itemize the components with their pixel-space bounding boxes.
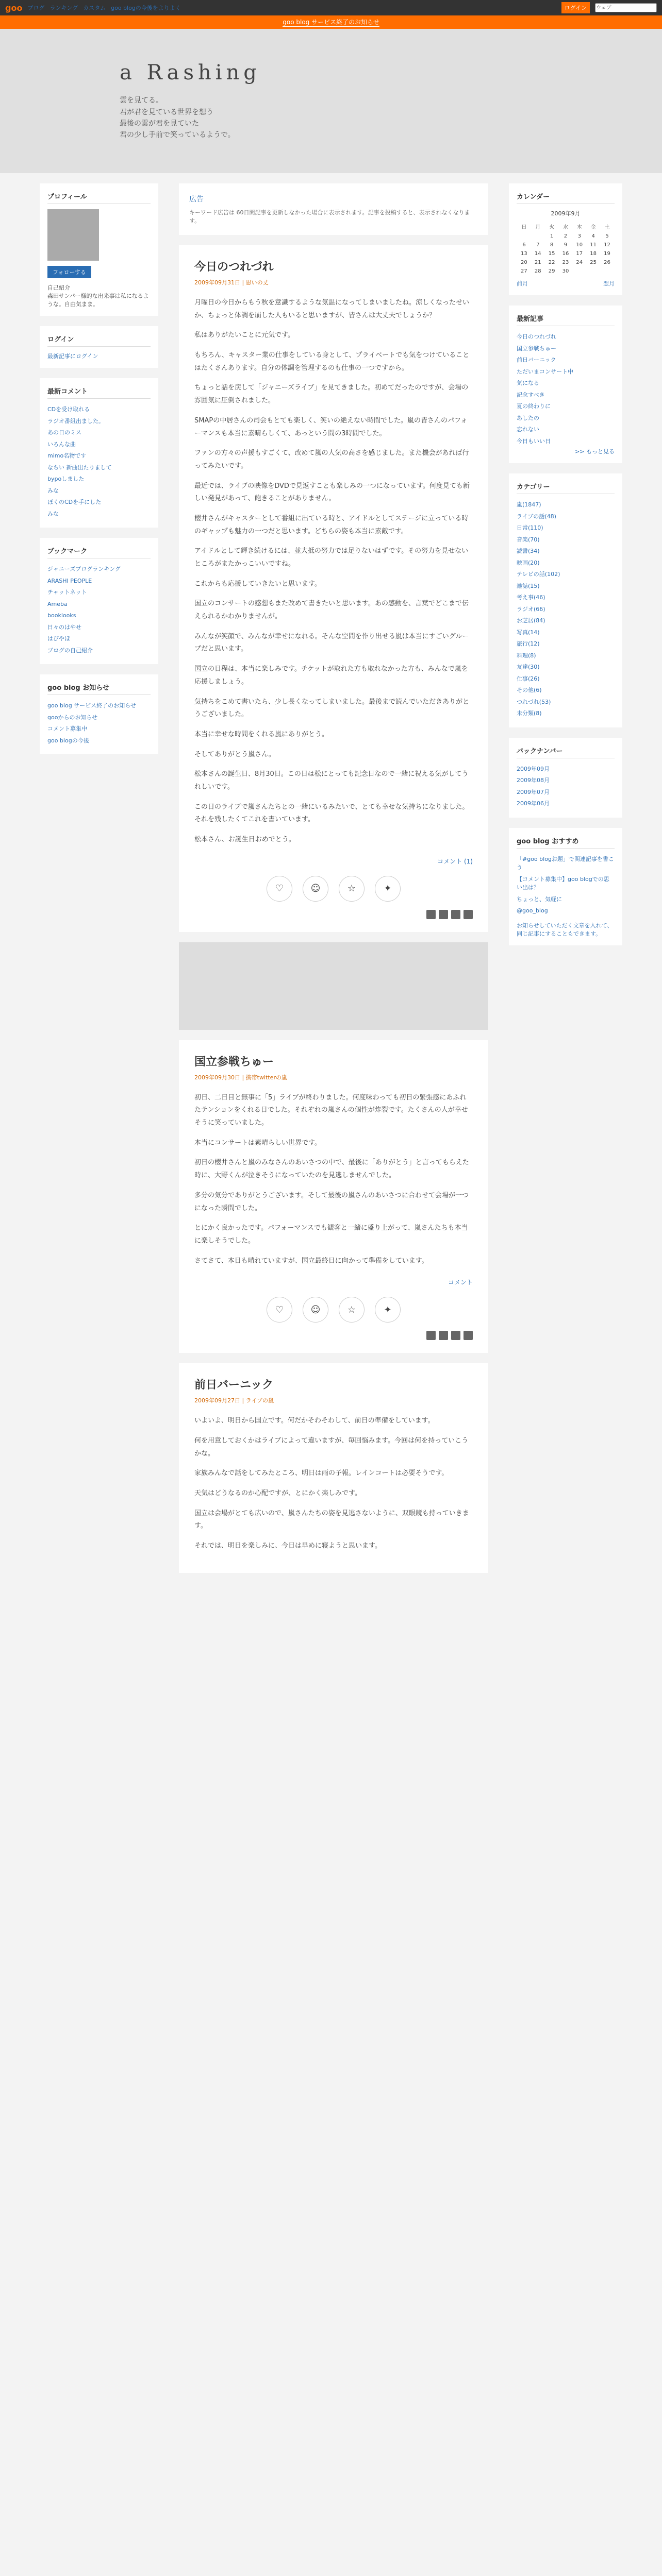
reaction-star-button[interactable]: ☆ (339, 1297, 365, 1323)
calendar-day[interactable] (518, 232, 531, 240)
recent-articles-heading: 最新記事 (517, 313, 615, 326)
recommend-box (509, 828, 622, 945)
post-paragraph: アイドルとして輝き続けるには、並大抵の努力では足りないはずです。その努力を見せないところがまたかっこいいですね。 (194, 547, 469, 568)
list-item (517, 685, 615, 697)
category-link[interactable]: 料理(8) (517, 652, 536, 659)
list-item (517, 874, 615, 894)
post-title[interactable]: 今日のつれづれ (194, 261, 274, 274)
backnumber-link[interactable]: 2009年08月 (517, 777, 550, 784)
list-item (47, 712, 151, 724)
category-link[interactable]: 友達(30) (517, 664, 540, 670)
calendar-day[interactable]: 15 (548, 251, 555, 257)
post-paragraph: 国立は会場がとても広いので、嵐さんたちの姿を見逃さないように、双眼鏡も持っていきます。 (194, 1509, 469, 1530)
list-item (517, 787, 615, 799)
calendar-month: 2009年9月 (551, 210, 581, 217)
topbar-link-future[interactable]: goo blogの今後をよりよく (111, 5, 181, 11)
list-item (517, 424, 615, 436)
post-paragraph: そしてありがとう嵐さん。 (194, 750, 275, 758)
weekday: 火 (549, 225, 555, 230)
post-paragraph: とにかく良かったです。パフォーマンスでも観客と一緒に盛り上がって、嵐さんたちも本当に楽しそうでした。 (194, 1224, 468, 1245)
list-item (517, 592, 615, 604)
comment-link[interactable]: あの日のミス (47, 429, 81, 436)
follow-button[interactable]: フォローする (47, 266, 91, 278)
article-link[interactable]: 今日のつれづれ (517, 333, 556, 340)
post-paragraph: 気持ちをこめて書いたら、少し長くなってしまいました。最後まで読んでいただきありがとうございました。 (194, 698, 470, 719)
list-item (47, 633, 151, 645)
list-item (517, 638, 615, 650)
category-link[interactable]: 映画(20) (517, 559, 540, 566)
bookmark-link[interactable]: ジャニーズブログランキング (47, 566, 121, 572)
calendar-day[interactable]: 11 (590, 242, 597, 248)
blog-header (0, 29, 662, 173)
calendar-table (517, 221, 615, 276)
list-item (47, 473, 151, 485)
list-item (517, 331, 615, 343)
list-item (517, 546, 615, 557)
bookmark-link[interactable]: booklooks (47, 612, 76, 619)
post-paragraph: ちょっと話を戻して「ジャニーズライブ」を見てきました。初めてだったのですが、会場の雰囲気に圧倒されました。 (194, 384, 469, 405)
reactions (194, 1297, 473, 1323)
backnumber-link[interactable]: 2009年07月 (517, 788, 550, 795)
list-item (517, 673, 615, 685)
topbar-link-blog[interactable]: ブログ (27, 5, 45, 11)
service-notice-text[interactable]: goo blog サービス終了のお知らせ (283, 19, 379, 26)
reaction-like-button[interactable]: ♡ (267, 876, 292, 902)
calendar-day[interactable]: 28 (534, 268, 541, 274)
post-meta[interactable]: 2009年09月30日 | 携帯twitterの嵐 (194, 1074, 287, 1081)
blog-description (120, 95, 594, 141)
post-paragraph: 松本さん、お誕生日おめでとう。 (194, 836, 295, 843)
desc-line: 君の少し手前で笑っているようで。 (120, 131, 235, 140)
goo-notice-box (40, 674, 158, 754)
list-item (517, 511, 615, 523)
list-item (47, 723, 151, 735)
service-notice-bar[interactable] (0, 15, 662, 29)
calendar-day[interactable]: 16 (562, 251, 569, 257)
profile-heading: プロフィール (47, 191, 151, 204)
ad-heading[interactable]: 広告 (189, 195, 204, 204)
post-paragraph: 何を用意しておくかはライブによって違いますが、毎回悩みます。今回は何を持っていこうかな。 (194, 1436, 469, 1458)
list-item (517, 798, 615, 810)
bookmark-link[interactable]: 日々のはやせ (47, 623, 81, 631)
calendar-day[interactable]: 14 (534, 251, 541, 257)
list-item (47, 735, 151, 747)
list-item (47, 622, 151, 634)
post-paragraph: 月曜日の今日からもう秋を意識するような気温になってしまいましたね。涼しくなったせいか、ちょっと体調を崩した人もいると思いますが、皆さんは大丈夫でしょうか？ (194, 299, 470, 319)
goo-notice-link[interactable]: コメント募集中 (47, 725, 87, 732)
recommend-link[interactable]: @goo_blog (517, 907, 548, 914)
category-heading: カテゴリー (517, 481, 615, 494)
post-paragraph: 天気はどうなるのか心配ですが、とにかく楽しみです。 (194, 1489, 361, 1497)
goo-notice-heading: goo blog お知らせ (47, 682, 151, 695)
topbar-link-ranking[interactable]: ランキング (49, 5, 78, 11)
calendar-prev-link[interactable]: 前月 (517, 280, 528, 287)
list-item (517, 401, 615, 413)
post-body (194, 1092, 473, 1268)
main-content (179, 183, 488, 1583)
comment-link[interactable]: コメント (448, 1279, 473, 1286)
share-x-icon[interactable] (426, 1331, 436, 1340)
bookmark-link[interactable]: ARASHI PEOPLE (47, 577, 92, 584)
list-item (47, 416, 151, 428)
calendar-day[interactable] (601, 267, 614, 275)
blog-title[interactable]: a Rashing (120, 61, 261, 85)
login-heading: ログイン (47, 334, 151, 347)
post-paragraph: 私はありがたいことに元気です。 (194, 331, 294, 340)
calendar-day[interactable]: 18 (590, 251, 597, 257)
post-paragraph: さてさて、本日も晴れていますが、国立最終日に向かって準備をしています。 (194, 1257, 428, 1265)
category-link[interactable]: 日常(110) (517, 524, 543, 531)
post-paragraph: 多分の気分でありがとうございます。そして最後の嵐さんのあいさつに合わせて会場が一つになった瞬間でした。 (194, 1191, 469, 1212)
bookmark-link[interactable]: はぴやほ (47, 635, 70, 642)
share-buttons (194, 910, 473, 919)
calendar-day[interactable]: 30 (562, 268, 569, 274)
list-item (517, 854, 615, 874)
calendar-day[interactable]: 21 (534, 260, 541, 265)
comment-link-wrap (194, 857, 473, 866)
comment-link[interactable]: みな (47, 487, 59, 494)
post-paragraph: 本当に幸せな時間をくれる嵐にありがとう。 (194, 730, 329, 738)
article-link[interactable]: ただいまコンサート中 (517, 368, 573, 375)
list-item (517, 343, 615, 355)
comment-link[interactable]: なちい 新曲出たりまして (47, 464, 112, 471)
category-link[interactable]: 旅行(12) (517, 640, 540, 647)
backnumber-heading: バックナンバー (517, 745, 615, 758)
blog-post (179, 1040, 488, 1353)
calendar-day[interactable]: 22 (548, 260, 555, 265)
calendar-day[interactable]: 1 (550, 233, 554, 239)
desc-line: 最後の雲が君を見ていた (120, 120, 199, 128)
recent-comments-heading: 最新コメント (47, 386, 151, 399)
calendar-day[interactable]: 24 (576, 260, 583, 265)
backnumber-box (509, 738, 622, 818)
category-link[interactable]: 雑誌(15) (517, 582, 540, 589)
list-item (47, 450, 151, 462)
share-facebook-icon[interactable] (439, 1331, 448, 1340)
calendar-day[interactable]: 10 (576, 242, 583, 248)
list-item (517, 615, 615, 627)
article-link[interactable]: あしたの (517, 414, 539, 421)
weekday: 土 (604, 225, 610, 230)
recent-articles-box (509, 306, 622, 463)
list-item (47, 599, 151, 611)
list-item (517, 764, 615, 775)
list-item (517, 534, 615, 546)
more-link-wrap (517, 447, 615, 455)
recommend-heading: goo blog おすすめ (517, 836, 615, 849)
list-item (517, 697, 615, 708)
post-meta[interactable]: 2009年09月31日 | 思いの丈 (194, 279, 269, 286)
share-x-icon[interactable] (426, 910, 436, 919)
post-paragraph: 家族みんなで話をしてみたところ、明日は雨の予報。レインコートは必要そうです。 (194, 1469, 449, 1478)
share-hatena-icon[interactable] (451, 1331, 460, 1340)
post-paragraph: これからも応援していきたいと思います。 (194, 580, 321, 588)
top-bar (0, 0, 662, 15)
list-item (47, 509, 151, 520)
calendar-day[interactable]: 2 (564, 233, 568, 239)
post-paragraph: もちろん、キャスター業の仕事をしている身として、プライベートでも気をつけていることはたくさんあります。自分の体調を管理するのも仕事の一つですから。 (194, 351, 470, 372)
reactions (194, 876, 473, 902)
list-item (47, 645, 151, 657)
list-item (47, 462, 151, 474)
list-item (47, 497, 151, 509)
calendar-day[interactable]: 12 (604, 242, 610, 248)
recommend-link[interactable]: ちょっと、気軽に (517, 895, 562, 903)
post-body (194, 1415, 473, 1553)
recent-comments-box (40, 378, 158, 528)
comment-link[interactable]: ラジオ番組出ました。 (47, 417, 104, 425)
list-item (47, 439, 151, 451)
post-paragraph: 松本さんの誕生日、8月30日。この日は松にとっても記念日なので一緒に祝える気がしてうれしいです。 (194, 770, 469, 791)
ad-space (179, 942, 488, 1030)
post-paragraph: 国立の日程は、本当に楽しみです。チケットが取れた方も取れなかった方も、みんなで嵐を応援しましょう。 (194, 665, 468, 686)
post-paragraph: 初日の櫻井さんと嵐のみなさんのあいさつの中で、最後に「ありがとう」と言ってもらえた時に、大野くんが泣きそうになっていたのを見逃しませんでした。 (194, 1159, 469, 1180)
list-item (517, 389, 615, 401)
list-item (47, 610, 151, 622)
comment-link-wrap (194, 1278, 473, 1286)
list-item (517, 650, 615, 662)
calendar-day[interactable]: 19 (604, 251, 610, 257)
post-paragraph: みんなが笑顔で、みんなが幸せになれる。そんな空間を作り出せる嵐は本当にすごいグループだと思います。 (194, 632, 469, 653)
search-input[interactable] (595, 3, 657, 12)
list-item (517, 905, 615, 917)
post-title[interactable]: 国立参戦ちゅー (194, 1055, 274, 1069)
list-item (517, 413, 615, 425)
profile-label: 自己紹介 (47, 284, 70, 291)
calendar-day[interactable] (587, 267, 600, 275)
weekday: 木 (576, 225, 582, 230)
article-link[interactable]: 忘れない (517, 426, 539, 433)
list-item (517, 436, 615, 448)
bookmark-link[interactable]: ブログの自己紹介 (47, 647, 93, 654)
comment-link[interactable]: ぼくのCDを手にした (47, 499, 102, 505)
calendar-day[interactable] (532, 232, 544, 240)
list-item (517, 894, 615, 906)
list-item (517, 366, 615, 378)
list-item (47, 404, 151, 416)
ad-text: キーワード広告は 60日間記事を更新しなかった場合に表示されます。記事を投稿すると、表示されなくなります。 (189, 209, 470, 224)
list-item (47, 575, 151, 587)
calendar-day[interactable]: 6 (522, 242, 526, 248)
list-item (517, 522, 615, 534)
category-link[interactable]: 未分類(8) (517, 710, 542, 717)
comment-link[interactable]: bypoしました (47, 476, 85, 482)
calendar-day[interactable]: 9 (564, 242, 568, 248)
login-box (40, 326, 158, 368)
profile-box (40, 183, 158, 316)
list-item (517, 775, 615, 787)
weekday: 金 (590, 225, 596, 230)
calendar-heading: カレンダー (517, 191, 615, 204)
category-link[interactable]: テレビの話(102) (517, 571, 560, 578)
list-item (517, 604, 615, 616)
article-link[interactable]: 記念すべき (517, 391, 545, 398)
article-link[interactable]: 前日バーニック (517, 357, 556, 363)
reaction-star-button[interactable]: ☆ (339, 876, 365, 902)
calendar-day[interactable] (573, 267, 586, 275)
list-item (47, 564, 151, 575)
calendar-day[interactable]: 25 (590, 260, 597, 265)
backnumber-link[interactable]: 2009年06月 (517, 800, 550, 807)
calendar-day[interactable]: 20 (521, 260, 527, 265)
list-item (517, 662, 615, 673)
reaction-clap-button[interactable]: ✦ (375, 876, 401, 902)
calendar-day[interactable]: 5 (605, 233, 609, 239)
calendar-day[interactable]: 23 (562, 260, 569, 265)
category-link[interactable]: ライブの話(48) (517, 513, 556, 520)
share-facebook-icon[interactable] (439, 910, 448, 919)
comment-link[interactable]: みな (47, 510, 59, 517)
post-paragraph: SMAPの中居さんの司会もとても楽しく、笑いの絶えない時間でした。嵐の皆さんのパフォーマンスも本当に素晴らしくて、あっという間の3時間でした。 (194, 416, 468, 437)
calendar-day[interactable]: 4 (591, 233, 595, 239)
calendar-next-link[interactable]: 翌月 (603, 280, 615, 287)
bookmark-box (40, 538, 158, 664)
topbar-link-custom[interactable]: カスタム (83, 5, 106, 11)
article-link[interactable]: 気になる (517, 380, 539, 386)
weekday: 月 (535, 225, 541, 230)
list-item (517, 581, 615, 592)
calendar-nav (517, 279, 615, 287)
blog-post (179, 245, 488, 932)
article-link[interactable]: 夏の終わりに (517, 403, 551, 410)
category-link[interactable]: ラジオ(66) (517, 605, 545, 613)
goo-notice-link[interactable]: goo blog サービス終了のお知らせ (47, 702, 136, 709)
comment-link[interactable]: いろんな曲 (47, 440, 76, 448)
goo-notice-link[interactable]: gooからのお知らせ (47, 714, 98, 721)
post-paragraph: 本当にコンサートは素晴らしい世界です。 (194, 1139, 321, 1147)
post-paragraph: 最近では、ライブの映像をDVDで見返すことも楽しみの一つになっています。何度見ても新しい発見があって、飽きることがありません。 (194, 482, 470, 503)
comment-link[interactable]: コメント (1) (437, 857, 473, 865)
post-paragraph: いよいよ、明日から国立です。何だかそわそわして、前日の準備をしています。 (194, 1417, 435, 1425)
category-box (509, 473, 622, 727)
reaction-like-button[interactable]: ♡ (267, 1297, 292, 1323)
post-body (194, 297, 473, 846)
list-item (517, 378, 615, 389)
comment-link[interactable]: mimo名物です (47, 452, 87, 459)
post-paragraph: 櫻井さんがキャスターとして番組に出ている時と、アイドルとしてステージに立っている時のギャップも魅力の一つだと思います。どちらの姿も本当に素敵です。 (194, 514, 469, 535)
category-link[interactable]: つれづれ(53) (517, 698, 551, 705)
login-link[interactable]: 最新記事にログイン (47, 353, 98, 360)
post-paragraph: 国立のコンサートの感想もまた改めて書きたいと思います。あの感動を、言葉でどこまで伝えられるかわかりませんが。 (194, 600, 469, 621)
list-item (47, 427, 151, 439)
comment-link[interactable]: CDを受け取れる (47, 406, 90, 413)
reaction-smile-button[interactable]: ☺ (303, 876, 328, 902)
calendar-box (509, 183, 622, 295)
list-item (47, 700, 151, 712)
post-paragraph: ファンの方々の声援もすごくて、改めて嵐の人気の高さを感じました。また機会があれば行ってみたいです。 (194, 449, 469, 470)
category-link[interactable]: 考え事(46) (517, 594, 545, 601)
share-line-icon[interactable] (464, 910, 473, 919)
bookmark-link[interactable]: Ameba (47, 600, 68, 607)
goo-logo[interactable]: goo (5, 3, 23, 13)
calendar-day[interactable]: 29 (548, 268, 555, 274)
reaction-smile-button[interactable]: ☺ (303, 1297, 328, 1323)
calendar-day[interactable]: 7 (536, 242, 540, 248)
left-sidebar (40, 183, 158, 1583)
reaction-clap-button[interactable]: ✦ (375, 1297, 401, 1323)
post-paragraph: 初日、二日目と無事に「5」ライブが終わりました。何度味わっても初日の緊張感にあふれたテンションをくれる日でした。それぞれの嵐さんの個性が炸裂です。たくさんの人が幸せそうに笑っていました。 (194, 1093, 468, 1127)
list-item (517, 557, 615, 569)
list-item (47, 485, 151, 497)
list-item (517, 627, 615, 639)
bookmark-heading: ブックマーク (47, 546, 151, 558)
backnumber-link[interactable]: 2009年09月 (517, 765, 550, 772)
recommend-link[interactable]: 【コメント募集中】goo blogでの思い出は？ (517, 875, 609, 891)
share-line-icon[interactable] (464, 1331, 473, 1340)
category-link[interactable]: 嵐(1847) (517, 501, 541, 508)
share-buttons (194, 1331, 473, 1340)
desc-line: 君が君を見ている世界を想う (120, 108, 213, 116)
list-item (47, 587, 151, 599)
weekday: 水 (562, 225, 568, 230)
avatar (47, 209, 99, 261)
desc-line: 雲を見てる。 (120, 96, 163, 105)
ad-box (179, 183, 488, 235)
login-button[interactable]: ログイン (561, 2, 590, 13)
list-item (517, 708, 615, 720)
calendar-day[interactable]: 13 (521, 251, 527, 257)
list-item (517, 499, 615, 511)
article-link[interactable]: 今日もいい日 (517, 437, 551, 445)
list-item (517, 354, 615, 366)
share-hatena-icon[interactable] (451, 910, 460, 919)
category-link[interactable]: その他(6) (517, 687, 542, 693)
more-link[interactable]: >> もっと見る (575, 448, 615, 455)
blog-post (179, 1363, 488, 1573)
post-paragraph: この日のライブで嵐さんたちとの一緒にいるみたいで、とても幸せな気持ちになりました。それを残したくてこれを書いています。 (194, 803, 469, 824)
calendar-day[interactable]: 3 (577, 233, 581, 239)
bookmark-link[interactable]: チャットネット (47, 589, 87, 596)
post-paragraph: それでは、明日を楽しみに、今日は早めに寝ようと思います。 (194, 1542, 382, 1550)
calendar-day[interactable]: 27 (521, 268, 527, 274)
list-item (517, 569, 615, 581)
calendar-day[interactable]: 26 (604, 260, 610, 265)
article-link[interactable]: 国立参戦ちゅー (517, 345, 556, 352)
post-title[interactable]: 前日バーニック (194, 1379, 274, 1392)
weekday: 日 (521, 225, 527, 230)
calendar-day[interactable]: 17 (576, 251, 583, 257)
category-link[interactable]: お芝居(84) (517, 617, 545, 624)
category-link[interactable]: 仕事(26) (517, 675, 540, 682)
category-link[interactable]: 写真(14) (517, 629, 540, 636)
recommend-note: お知らせしていただく文章を入れて、同じ記事にすることもできます。 (517, 922, 613, 937)
right-sidebar (509, 183, 622, 1583)
profile-desc: 森田サンパー様的な出来事は私になるような。自由気まま。 (47, 293, 149, 308)
calendar-day[interactable]: 8 (550, 242, 554, 248)
goo-notice-link[interactable]: goo blogの今後 (47, 737, 89, 744)
post-meta[interactable]: 2009年09月27日 | ライブの嵐 (194, 1397, 274, 1404)
category-link[interactable]: 音楽(70) (517, 536, 540, 543)
recommend-link[interactable]: 「#goo blogお題」で関連記事を書こう (517, 855, 614, 871)
category-link[interactable]: 読書(34) (517, 548, 540, 554)
